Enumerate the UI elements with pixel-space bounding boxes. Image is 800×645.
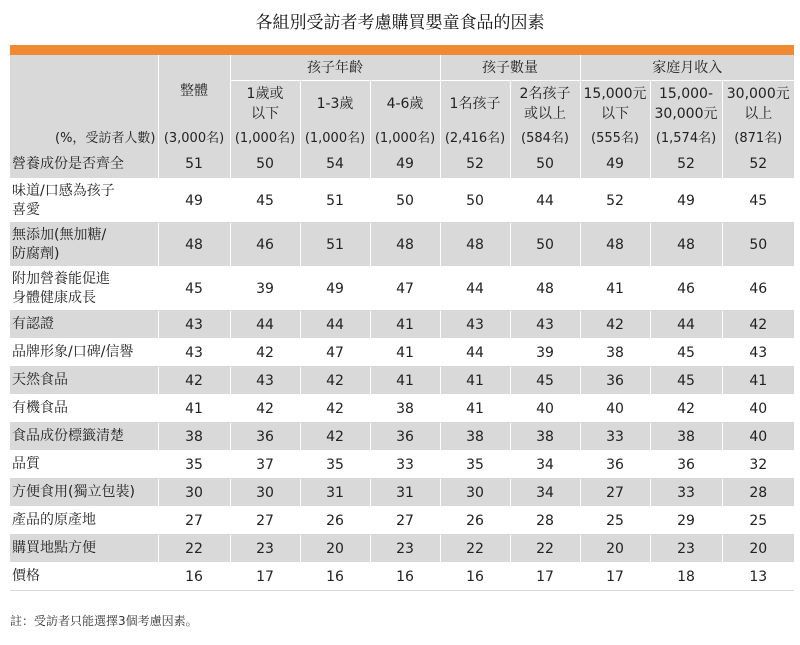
value-cell: 16 [300, 563, 370, 591]
sample-size-cell: (2,416名) [440, 127, 510, 151]
value-cell: 50 [440, 179, 510, 223]
row-label: 價格 [10, 563, 158, 591]
value-cell: 17 [510, 563, 580, 591]
value-cell: 50 [230, 151, 300, 179]
value-cell: 51 [300, 179, 370, 223]
value-cell: 23 [230, 535, 300, 563]
table-row [10, 479, 794, 507]
value-cell: 25 [722, 507, 794, 535]
value-cell: 49 [650, 179, 722, 223]
value-cell: 46 [722, 267, 794, 311]
value-cell: 34 [510, 479, 580, 507]
value-cell: 30 [158, 479, 230, 507]
value-cell: 43 [722, 339, 794, 367]
table-body [10, 151, 794, 591]
value-cell: 16 [440, 563, 510, 591]
value-cell: 45 [650, 339, 722, 367]
value-cell: 48 [440, 223, 510, 267]
table-row [10, 151, 794, 179]
sample-size-cell: (3,000名) [158, 127, 230, 151]
value-cell: 27 [370, 507, 440, 535]
value-cell: 48 [510, 267, 580, 311]
row-label: 品牌形象/口碑/信譽 [10, 339, 158, 367]
table-row [10, 179, 794, 223]
value-cell: 39 [510, 339, 580, 367]
row-label: 購買地點方便 [10, 535, 158, 563]
value-cell: 33 [650, 479, 722, 507]
row-label: 食品成份標籤清楚 [10, 423, 158, 451]
value-cell: 16 [158, 563, 230, 591]
value-cell: 50 [370, 179, 440, 223]
column-header: 15,000元 以下 [580, 81, 650, 127]
value-cell: 37 [230, 451, 300, 479]
sample-size-cell: (584名) [510, 127, 580, 151]
value-cell: 50 [722, 223, 794, 267]
value-cell: 41 [580, 267, 650, 311]
value-cell: 44 [510, 179, 580, 223]
value-cell: 25 [580, 507, 650, 535]
value-cell: 44 [440, 267, 510, 311]
value-cell: 45 [722, 179, 794, 223]
value-cell: 17 [580, 563, 650, 591]
value-cell: 27 [230, 507, 300, 535]
value-cell: 45 [158, 267, 230, 311]
value-cell: 28 [510, 507, 580, 535]
row-label: 產品的原產地 [10, 507, 158, 535]
group-header-row [10, 55, 794, 81]
chart-title: 各組別受訪者考慮購買嬰童食品的因素 [255, 13, 545, 33]
value-cell: 36 [230, 423, 300, 451]
value-cell: 22 [158, 535, 230, 563]
value-cell: 49 [158, 179, 230, 223]
value-cell: 43 [510, 311, 580, 339]
value-cell: 20 [722, 535, 794, 563]
value-cell: 20 [300, 535, 370, 563]
value-cell: 52 [722, 151, 794, 179]
value-cell: 48 [650, 223, 722, 267]
value-cell: 48 [158, 223, 230, 267]
value-cell: 47 [300, 339, 370, 367]
column-header: 2名孩子 或以上 [510, 81, 580, 127]
value-cell: 22 [440, 535, 510, 563]
value-cell: 42 [300, 395, 370, 423]
value-cell: 29 [650, 507, 722, 535]
row-label: 品質 [10, 451, 158, 479]
value-cell: 52 [580, 179, 650, 223]
value-cell: 38 [510, 423, 580, 451]
value-cell: 41 [370, 311, 440, 339]
value-cell: 50 [510, 223, 580, 267]
value-cell: 38 [370, 395, 440, 423]
value-cell: 18 [650, 563, 722, 591]
value-cell: 52 [440, 151, 510, 179]
sample-size-cell: (871名) [722, 127, 794, 151]
value-cell: 41 [722, 367, 794, 395]
column-header: 1歲或 以下 [230, 81, 300, 127]
value-cell: 40 [722, 423, 794, 451]
value-cell: 23 [650, 535, 722, 563]
row-label: 味道/口感為孩子 喜愛 [10, 179, 158, 223]
value-cell: 13 [722, 563, 794, 591]
value-cell: 26 [300, 507, 370, 535]
value-cell: 35 [300, 451, 370, 479]
group-header-age: 孩子年齡 [230, 55, 440, 81]
value-cell: 43 [230, 367, 300, 395]
value-cell: 22 [510, 535, 580, 563]
table-row [10, 311, 794, 339]
value-cell: 38 [440, 423, 510, 451]
title-accent-bar [10, 45, 794, 55]
value-cell: 39 [230, 267, 300, 311]
column-header: 30,000元 以上 [722, 81, 794, 127]
table-row [10, 563, 794, 591]
table-row [10, 535, 794, 563]
value-cell: 51 [158, 151, 230, 179]
value-cell: 54 [300, 151, 370, 179]
value-cell: 42 [722, 311, 794, 339]
value-cell: 38 [580, 339, 650, 367]
value-cell: 45 [510, 367, 580, 395]
value-cell: 45 [230, 179, 300, 223]
row-label: 無添加(無加糖/ 防腐劑) [10, 223, 158, 267]
value-cell: 40 [722, 395, 794, 423]
value-cell: 48 [580, 223, 650, 267]
value-cell: 45 [650, 367, 722, 395]
value-cell: 41 [370, 339, 440, 367]
value-cell: 47 [370, 267, 440, 311]
value-cell: 30 [230, 479, 300, 507]
value-cell: 30 [440, 479, 510, 507]
row-label: 有機食品 [10, 395, 158, 423]
value-cell: 27 [158, 507, 230, 535]
value-cell: 31 [370, 479, 440, 507]
value-cell: 36 [580, 367, 650, 395]
table-row [10, 451, 794, 479]
value-cell: 41 [370, 367, 440, 395]
corner-cell [10, 55, 158, 127]
sample-size-cell: (1,000名) [300, 127, 370, 151]
value-cell: 31 [300, 479, 370, 507]
value-cell: 23 [370, 535, 440, 563]
sample-size-row [10, 127, 794, 151]
value-cell: 42 [300, 367, 370, 395]
value-cell: 26 [440, 507, 510, 535]
value-cell: 36 [580, 451, 650, 479]
value-cell: 51 [300, 223, 370, 267]
value-cell: 42 [230, 339, 300, 367]
value-cell: 40 [510, 395, 580, 423]
column-header: 1名孩子 [440, 81, 510, 127]
value-cell: 38 [650, 423, 722, 451]
value-cell: 49 [370, 151, 440, 179]
value-cell: 52 [650, 151, 722, 179]
table-row [10, 507, 794, 535]
group-header-children: 孩子數量 [440, 55, 580, 81]
row-label: 天然食品 [10, 367, 158, 395]
table-row [10, 223, 794, 267]
value-cell: 44 [650, 311, 722, 339]
value-cell: 46 [230, 223, 300, 267]
value-cell: 28 [722, 479, 794, 507]
value-cell: 35 [158, 451, 230, 479]
group-header-income: 家庭月收入 [580, 55, 794, 81]
row-label: 有認證 [10, 311, 158, 339]
table-row [10, 395, 794, 423]
value-cell: 41 [158, 395, 230, 423]
value-cell: 42 [650, 395, 722, 423]
value-cell: 44 [230, 311, 300, 339]
value-cell: 40 [580, 395, 650, 423]
value-cell: 20 [580, 535, 650, 563]
table-row [10, 367, 794, 395]
data-table [10, 55, 794, 591]
value-cell: 42 [580, 311, 650, 339]
value-cell: 33 [370, 451, 440, 479]
value-cell: 38 [158, 423, 230, 451]
value-cell: 34 [510, 451, 580, 479]
row-label: 方便食用(獨立包裝) [10, 479, 158, 507]
row-label: 營養成份是否齊全 [10, 151, 158, 179]
table-row [10, 339, 794, 367]
value-cell: 43 [158, 339, 230, 367]
value-cell: 46 [650, 267, 722, 311]
unit-label: (%，受訪者人數) [10, 127, 158, 151]
value-cell: 42 [158, 367, 230, 395]
value-cell: 49 [580, 151, 650, 179]
row-label: 附加營養能促進 身體健康成長 [10, 267, 158, 311]
value-cell: 27 [580, 479, 650, 507]
column-header: 整體 [158, 55, 230, 127]
value-cell: 49 [300, 267, 370, 311]
value-cell: 17 [230, 563, 300, 591]
sample-size-cell: (1,000名) [370, 127, 440, 151]
value-cell: 16 [370, 563, 440, 591]
table-row [10, 423, 794, 451]
sample-size-cell: (1,000名) [230, 127, 300, 151]
value-cell: 41 [440, 367, 510, 395]
table-row [10, 267, 794, 311]
column-header: 1-3歲 [300, 81, 370, 127]
value-cell: 43 [440, 311, 510, 339]
value-cell: 42 [230, 395, 300, 423]
value-cell: 36 [650, 451, 722, 479]
value-cell: 35 [440, 451, 510, 479]
value-cell: 32 [722, 451, 794, 479]
value-cell: 44 [440, 339, 510, 367]
sample-size-cell: (1,574名) [650, 127, 722, 151]
value-cell: 50 [510, 151, 580, 179]
sample-size-cell: (555名) [580, 127, 650, 151]
footnote: 註：受訪者只能選擇3個考慮因素。 [10, 614, 198, 628]
value-cell: 42 [300, 423, 370, 451]
value-cell: 33 [580, 423, 650, 451]
value-cell: 36 [370, 423, 440, 451]
column-header: 4-6歲 [370, 81, 440, 127]
value-cell: 41 [440, 395, 510, 423]
column-header: 15,000- 30,000元 [650, 81, 722, 127]
value-cell: 48 [370, 223, 440, 267]
value-cell: 44 [300, 311, 370, 339]
value-cell: 43 [158, 311, 230, 339]
